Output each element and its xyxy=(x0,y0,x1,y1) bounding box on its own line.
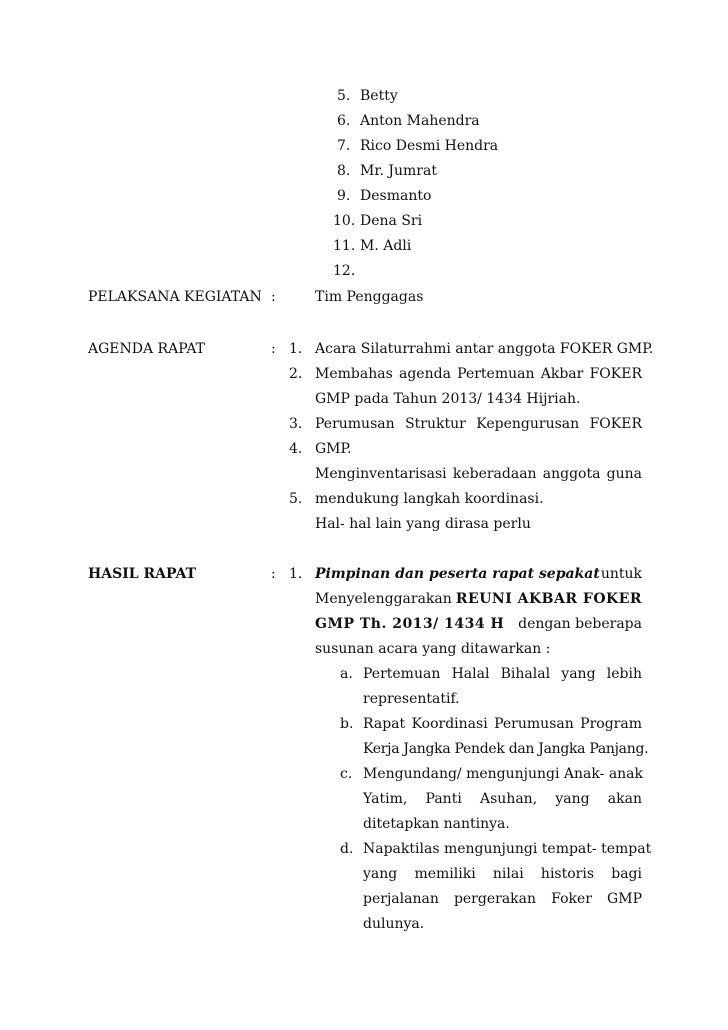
sub-item-line: Kerja Jangka Pendek dan Jangka Panjang. xyxy=(363,741,649,757)
sub-item-letter: d. xyxy=(340,841,354,857)
list-item-name: Anton Mahendra xyxy=(360,113,480,129)
pelaksana-label: PELAKSANA KEGIATAN xyxy=(88,289,262,305)
list-item: 10. xyxy=(333,213,356,229)
hasil-line: Menyelenggarakan REUNI AKBAR FOKER xyxy=(315,591,642,607)
agenda-colon: : xyxy=(271,341,276,357)
list-item-name: Mr. Jumrat xyxy=(360,163,437,179)
list-item-name: M. Adli xyxy=(360,238,412,254)
sub-item-line: dulunya. xyxy=(363,916,425,932)
list-item: 9. xyxy=(337,188,351,204)
agenda-line: mendukung langkah koordinasi. xyxy=(315,491,544,507)
agenda-line: Membahas agenda Pertemuan Akbar FOKER xyxy=(315,366,642,382)
sub-item-line: Mengundang/ mengunjungi Anak- anak xyxy=(363,766,644,782)
sub-item-line: perjalanan pergerakan Foker GMP xyxy=(363,891,642,907)
agenda-line: Menginventarisasi keberadaan anggota guna xyxy=(315,466,642,482)
sub-item-line: Napaktilas mengunjungi tempat- tempat xyxy=(363,841,652,857)
sub-item-line: Rapat Koordinasi Perumusan Program xyxy=(363,716,642,732)
agenda-number: 3. xyxy=(289,416,303,432)
sub-item-line: Pertemuan Halal Bihalal yang lebih xyxy=(363,666,642,682)
agenda-line: Hal- hal lain yang dirasa perlu xyxy=(315,516,531,532)
list-item: 6. xyxy=(337,113,351,129)
sub-item-letter: c. xyxy=(340,766,353,782)
agenda-number: 4. xyxy=(289,441,303,457)
agenda-label: AGENDA RAPAT xyxy=(88,341,206,357)
list-item: 5. xyxy=(337,88,351,104)
list-item: 12. xyxy=(333,263,356,279)
sub-item-line: representatif. xyxy=(363,691,460,707)
pelaksana-value: Tim Penggagas xyxy=(315,289,424,305)
agenda-number: 1. xyxy=(289,341,303,357)
agenda-line: GMP. xyxy=(315,441,352,457)
agenda-number: 5. xyxy=(289,491,303,507)
list-item-name: Desmanto xyxy=(360,188,432,204)
sub-item-line: Yatim, Panti Asuhan, yang akan xyxy=(363,791,642,807)
list-item: 11. xyxy=(333,238,356,254)
agenda-number: 2. xyxy=(289,366,303,382)
sub-item-letter: b. xyxy=(340,716,354,732)
agenda-line: Acara Silaturrahmi antar anggota FOKER GMP. xyxy=(315,341,654,357)
list-item-name: Dena Sri xyxy=(360,213,423,229)
hasil-line: Pimpinan dan peserta rapat sepakat untuk xyxy=(315,566,642,582)
sub-item-line: ditetapkan nantinya. xyxy=(363,816,510,832)
sub-item-letter: a. xyxy=(340,666,353,682)
list-item: 8. xyxy=(337,163,351,179)
agenda-line: Perumusan Struktur Kepengurusan FOKER xyxy=(315,416,642,432)
hasil-colon: : xyxy=(271,566,276,582)
agenda-line: GMP pada Tahun 2013/ 1434 Hijriah. xyxy=(315,391,581,407)
pelaksana-colon: : xyxy=(271,289,276,305)
list-item-name: Rico Desmi Hendra xyxy=(360,138,499,154)
sub-item-line: yang memiliki nilai historis bagi xyxy=(363,866,642,882)
hasil-line: GMP Th. 2013/ 1434 H dengan beberapa xyxy=(315,616,642,632)
hasil-line: susunan acara yang ditawarkan : xyxy=(315,641,551,657)
hasil-number: 1. xyxy=(289,566,303,582)
list-item: 7. xyxy=(337,138,351,154)
list-item-name: Betty xyxy=(360,88,398,104)
hasil-label: HASIL RAPAT xyxy=(88,566,196,582)
